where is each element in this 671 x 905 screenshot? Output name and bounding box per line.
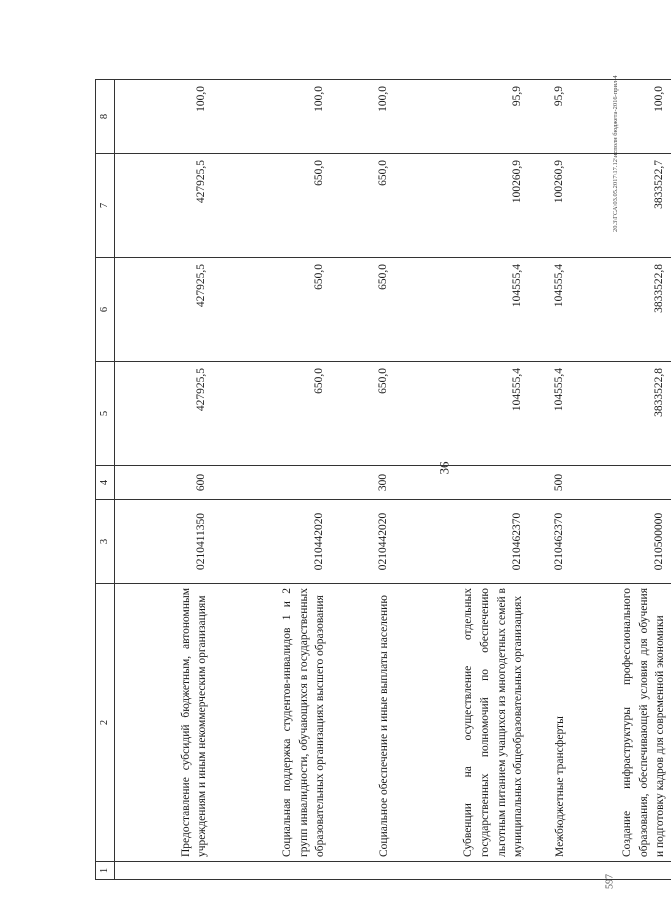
row-index-cell — [395, 862, 529, 880]
value-col7: 100260,9 — [395, 154, 529, 258]
table-row — [571, 80, 671, 880]
value-col6: 104555,4 — [529, 258, 571, 362]
value-col7: 650,0 — [213, 154, 331, 258]
expense-type: 500 — [529, 466, 571, 500]
column-header: 6 — [96, 258, 115, 362]
value-col5: 3833522,8 — [571, 362, 671, 466]
expense-type: 600 — [115, 466, 214, 500]
value-col5: 650,0 — [331, 362, 395, 466]
expense-type — [213, 466, 331, 500]
folio-number: 597 — [604, 874, 616, 889]
value-col7: 427925,5 — [115, 154, 214, 258]
row-name: Субвенции на осуществление отдельных государственных полномочий по обеспечению льготным питанием учащихся из многодетных семей в муниципальных общеобразовательных организациях — [395, 584, 529, 862]
value-col6: 427925,5 — [115, 258, 214, 362]
column-header: 4 — [96, 466, 115, 500]
value-col8: 100,0 — [115, 80, 214, 154]
value-col5: 104555,4 — [529, 362, 571, 466]
row-index-cell — [115, 862, 214, 880]
row-index-cell — [529, 862, 571, 880]
budget-table — [95, 79, 671, 880]
row-index-cell — [571, 862, 671, 880]
budget-code: 0210411350 — [115, 500, 214, 584]
row-index-cell — [331, 862, 395, 880]
table-row — [115, 80, 214, 880]
row-index-cell — [213, 862, 331, 880]
value-col5: 650,0 — [213, 362, 331, 466]
value-col8: 100,0 — [571, 80, 671, 154]
budget-code: 0210462370 — [529, 500, 571, 584]
footer-file-path: 20.3\ГСА\03.05.2017\17.12\исполн бюджета-2016-прил-4 — [612, 75, 619, 232]
row-name: Предоставление субсидий бюджетным, автономным учреждениям и иным некоммерческим организациям — [115, 584, 214, 862]
value-col5: 104555,4 — [395, 362, 529, 466]
value-col8: 95,9 — [395, 80, 529, 154]
value-col6: 104555,4 — [395, 258, 529, 362]
column-header: 7 — [96, 154, 115, 258]
table-row — [213, 80, 331, 880]
value-col6: 3833522,8 — [571, 258, 671, 362]
value-col7: 650,0 — [331, 154, 395, 258]
value-col7: 3833522,7 — [571, 154, 671, 258]
row-name: Социальное обеспечение и иные выплаты населению — [331, 584, 395, 862]
column-header: 8 — [96, 80, 115, 154]
expense-type: 300 — [331, 466, 395, 500]
value-col7: 100260,9 — [529, 154, 571, 258]
row-name: Межбюджетные трансферты — [529, 584, 571, 862]
table-row — [529, 80, 571, 880]
budget-code: 0210500000 — [571, 500, 671, 584]
budget-code: 0210442020 — [213, 500, 331, 584]
value-col8: 100,0 — [331, 80, 395, 154]
page-number: 36 — [436, 461, 452, 475]
value-col6: 650,0 — [331, 258, 395, 362]
column-header: 5 — [96, 362, 115, 466]
column-header: 1 — [96, 862, 115, 880]
row-name: Создание инфраструктуры профессионального образования, обеспечивающей условия для обучения и подготовку кадров для современной экономики — [571, 584, 671, 862]
expense-type — [571, 466, 671, 500]
row-name: Социальная поддержка студентов-инвалидов 1 и 2 групп инвалидности, обучающихся в государственных образовательных организациях высшего образования — [213, 584, 331, 862]
table-row — [395, 80, 529, 880]
expense-type — [395, 466, 529, 500]
column-header: 3 — [96, 500, 115, 584]
value-col8: 100,0 — [213, 80, 331, 154]
value-col8: 95,9 — [529, 80, 571, 154]
table-row — [331, 80, 395, 880]
budget-code: 0210442020 — [331, 500, 395, 584]
value-col5: 427925,5 — [115, 362, 214, 466]
budget-code: 0210462370 — [395, 500, 529, 584]
column-header: 2 — [96, 584, 115, 862]
column-number-row — [96, 80, 115, 880]
value-col6: 650,0 — [213, 258, 331, 362]
